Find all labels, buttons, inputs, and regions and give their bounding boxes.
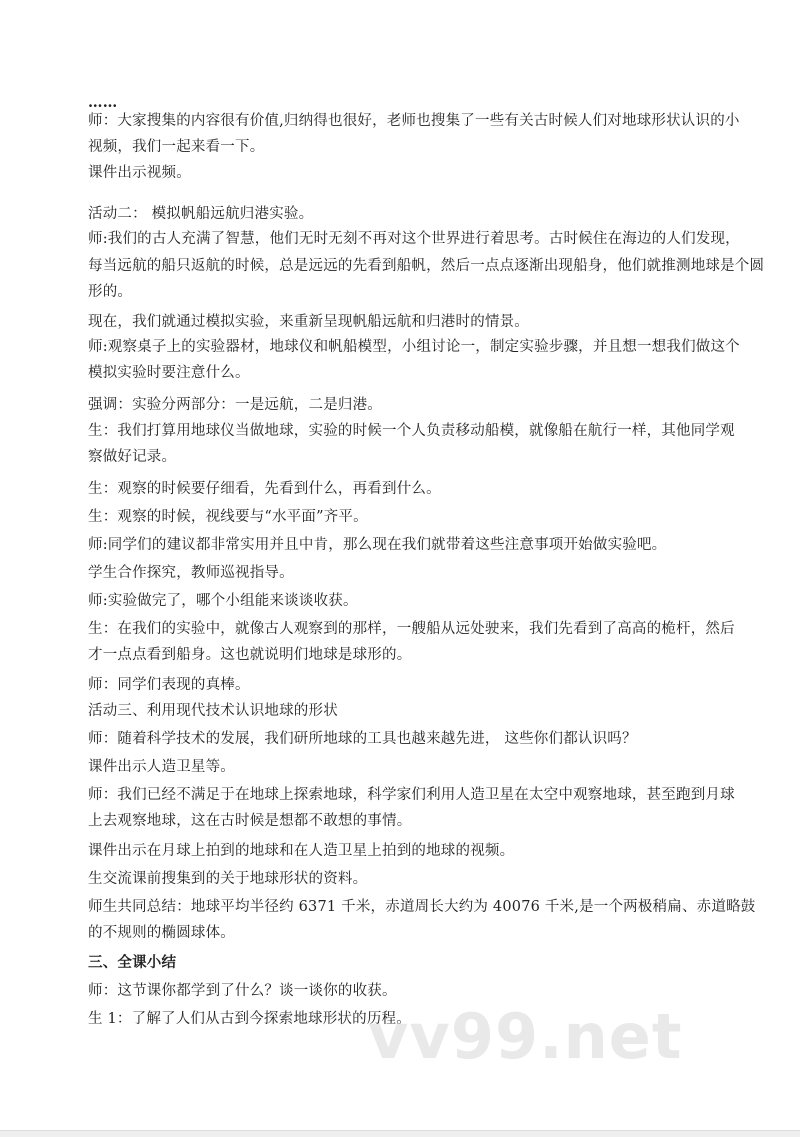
paragraph-line: 形的。: [88, 284, 133, 300]
paragraph-line: 师:实验做完了，哪个小组能来谈谈收获。: [88, 593, 358, 609]
paragraph-line: 课件出示视频。: [88, 165, 191, 181]
watermark-logo: vv99.net: [368, 1000, 683, 1073]
paragraph-line: 才一点点看到船身。这也就说明们地球是球形的。: [88, 647, 412, 663]
paragraph-line: 强调：实验分两部分：一是远航，二是归港。: [88, 397, 382, 413]
paragraph-line: 每当远航的船只返航的时候，总是远远的先看到船帆，然后一点点逐渐出现船身，他们就推测地球是个圆: [88, 258, 765, 274]
paragraph-line: 现在，我们就通过模拟实验，来重新呈现帆船远航和归港时的情景。: [88, 314, 529, 330]
paragraph-line: 学生合作探究，教师巡视指导。: [88, 565, 294, 581]
section-heading: 三、全课小结: [88, 955, 177, 971]
activity-heading: 活动三、利用现代技术认识地球的形状: [88, 703, 338, 719]
paragraph-line: 生交流课前搜集到的关于地球形状的资料。: [88, 871, 368, 887]
paragraph-line: 课件出示人造卫星等。: [88, 759, 235, 775]
paragraph-line: 师：我们已经不满足于在地球上探索地球，科学家们利用人造卫星在太空中观察地球，甚至跑到月球: [88, 787, 735, 803]
paragraph-line: 师：随着科学技术的发展，我们研所地球的工具也越来越先进， 这些你们都认识吗？: [88, 731, 637, 747]
paragraph-line: 师:同学们的建议都非常实用并且中肯，那么现在我们就带着这些注意事项开始做实验吧。: [88, 537, 667, 553]
paragraph-line: 生：观察的时候要仔细看，先看到什么，再看到什么。: [88, 481, 441, 497]
paragraph-line: 上去观察地球，这在古时候是想都不敢想的事情。: [88, 813, 412, 829]
page-bottom-edge: [0, 1130, 800, 1137]
paragraph-line: 的不规则的椭圆球体。: [88, 925, 235, 941]
activity-heading: 活动二： 模拟帆船远航归港实验。: [88, 206, 314, 222]
paragraph-line: 课件出示在月球上拍到的地球和在人造卫星上拍到的地球的视频。: [88, 843, 515, 859]
paragraph-line: 师生共同总结：地球平均半径约 6371 千米，赤道周长大约为 40076 千米,是一个两极稍扁、赤道略鼓: [88, 899, 756, 915]
paragraph-line: 师：同学们表现的真棒。: [88, 677, 250, 693]
paragraph-line: 师:我们的古人充满了智慧，他们无时无刻不再对这个世界进行着思考。古时候住在海边的人们发现，: [88, 231, 740, 247]
paragraph-line: 生：观察的时候，视线要与“水平面”齐平。: [88, 509, 368, 525]
paragraph-line: 师：这节课你都学到了什么？谈一谈你的收获。: [88, 983, 397, 999]
paragraph-line: 生：在我们的实验中，就像古人观察到的那样，一艘船从远处驶来，我们先看到了高高的桅杆，然后: [88, 621, 735, 637]
paragraph-line: 生 1：了解了人们从古到今探索地球形状的历程。: [88, 1011, 411, 1027]
ellipsis-line: ……: [88, 94, 118, 111]
paragraph-line: 视频，我们一起来看一下。: [88, 139, 265, 155]
paragraph-line: 生：我们打算用地球仪当做地球，实验的时候一个人负责移动船模，就像船在航行一样，其他同学观: [88, 423, 735, 439]
paragraph-line: 师：大家搜集的内容很有价值,归纳得也很好，老师也搜集了一些有关古时候人们对地球形状认识的小: [88, 113, 740, 129]
paragraph-line: 模拟实验时要注意什么。: [88, 365, 250, 381]
paragraph-line: 察做好记录。: [88, 449, 177, 465]
paragraph-line: 师:观察桌子上的实验器材，地球仪和帆船模型，小组讨论一，制定实验步骤，并且想一想我们做这个: [88, 339, 740, 355]
